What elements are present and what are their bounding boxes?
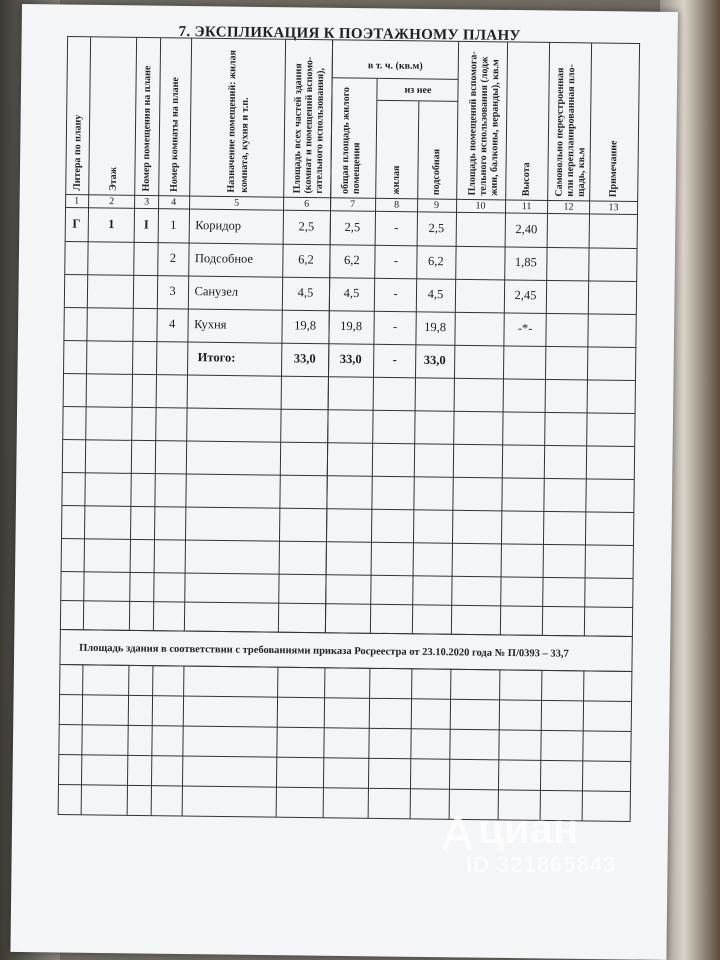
header-purpose-line1: Назначение помещений: жилая [225,49,239,193]
col-number: 13 [608,202,619,214]
header-floor: Этаж [107,166,120,192]
header-self-line1: Самовольно переустроенная [553,67,567,197]
header-purpose-line2: комната, кухня и т.п. [238,97,251,193]
col-number: 2 [109,196,115,208]
total-aux-area: 33,0 [423,352,446,368]
cell-aux-area: 2,5 [428,220,445,236]
total-general-area: 33,0 [339,351,362,367]
col-number: 11 [521,201,532,213]
cell-room-number: 4 [168,316,176,331]
col-number: 4 [171,196,177,208]
watermark-id: ID 321865843 [466,852,617,877]
header-height: Высота [520,162,533,197]
header-self-line2: или перепланированная пло- [564,64,578,197]
col-number: 8 [394,199,400,211]
header-total-line2: (комнат и помещений вспомо- [302,56,316,194]
cell-general-area: 2,5 [344,219,361,235]
col-number: 1 [74,195,80,207]
col-number: 9 [434,200,440,212]
cell-room-number: 1 [170,217,177,232]
cell-general-area: 6,2 [344,252,360,268]
cell-height: 2,45 [514,288,537,303]
header-note: Примечание [607,140,620,198]
col-number: 6 [304,198,310,210]
cell-total-area: 19,8 [294,318,317,333]
total-label: Итого: [197,350,236,365]
header-total-line3: гательного использования), [313,67,327,194]
header-vspom-line2: тельного использования (лодж [477,56,491,196]
cell-aux-area: 19,8 [424,319,447,335]
cell-living-area: - [394,220,399,235]
total-area: 33,0 [293,351,316,366]
cell-litera: Г [72,216,81,231]
cell-height: 1,85 [514,255,537,270]
header-total-line1: Площадь всех частей здания [291,63,305,194]
header-general-line1: общая площадь жилого [339,86,353,195]
col-number: 3 [144,196,150,208]
header-aux: подсобная [430,148,443,196]
cell-aux-area: 4,5 [427,286,444,302]
footer-note: Площадь здания в соответствии с требованиями приказа Росреестра от 23.10.2020 года № П/0393 – 33,7 [79,642,569,660]
col-number: 5 [234,197,240,209]
col-number: 7 [350,199,356,211]
cell-general-area: 19,8 [340,318,363,334]
header-komnata-no: Номер комнаты на плане [168,77,182,192]
cell-room-no: I [143,217,149,232]
cian-house-icon [440,812,474,852]
cell-living-area: - [393,286,398,301]
header-group-iznee: из нее [404,84,432,97]
col-number: 12 [563,201,574,213]
header-litera: Литера по плану [71,114,84,191]
cell-room-name: Кухня [194,317,227,332]
cell-aux-area: 6,2 [428,253,444,269]
cell-total-area: 2,5 [298,219,315,234]
cell-floor: 1 [108,217,115,232]
cell-room-number: 2 [169,250,177,265]
cell-total-area: 4,5 [297,285,314,300]
cell-room-name: Подсобное [194,251,254,266]
header-living: жилая [390,165,403,195]
header-group-vtch: в т. ч. (кв.м) [367,60,423,72]
cell-total-area: 6,2 [298,252,314,267]
header-general-line2: помещения [350,142,363,195]
col-number: 10 [475,200,486,212]
header-vspom-line1: Площадь помещений вспомога- [466,51,480,196]
cell-room-name: Коридор [195,218,242,233]
cell-general-area: 4,5 [343,285,360,301]
document-title: 7. ЭКСПЛИКАЦИЯ К ПОЭТАЖНОМУ ПЛАНУ [178,23,521,45]
cell-living-area: - [392,319,398,334]
cell-living-area: - [393,253,399,268]
watermark-brand: циан [478,805,579,852]
header-vspom-line3: жии, балконы, веранды), кв.м [488,59,502,196]
header-room-no: Номер помещения на плане [140,65,154,192]
cell-room-number: 3 [169,283,176,298]
header-self-line3: щадь, кв.м [575,147,588,197]
total-living-area: - [392,352,397,367]
cell-height: 2,40 [515,222,538,237]
cell-height: -*- [517,321,533,336]
cell-room-name: Санузел [194,284,239,299]
